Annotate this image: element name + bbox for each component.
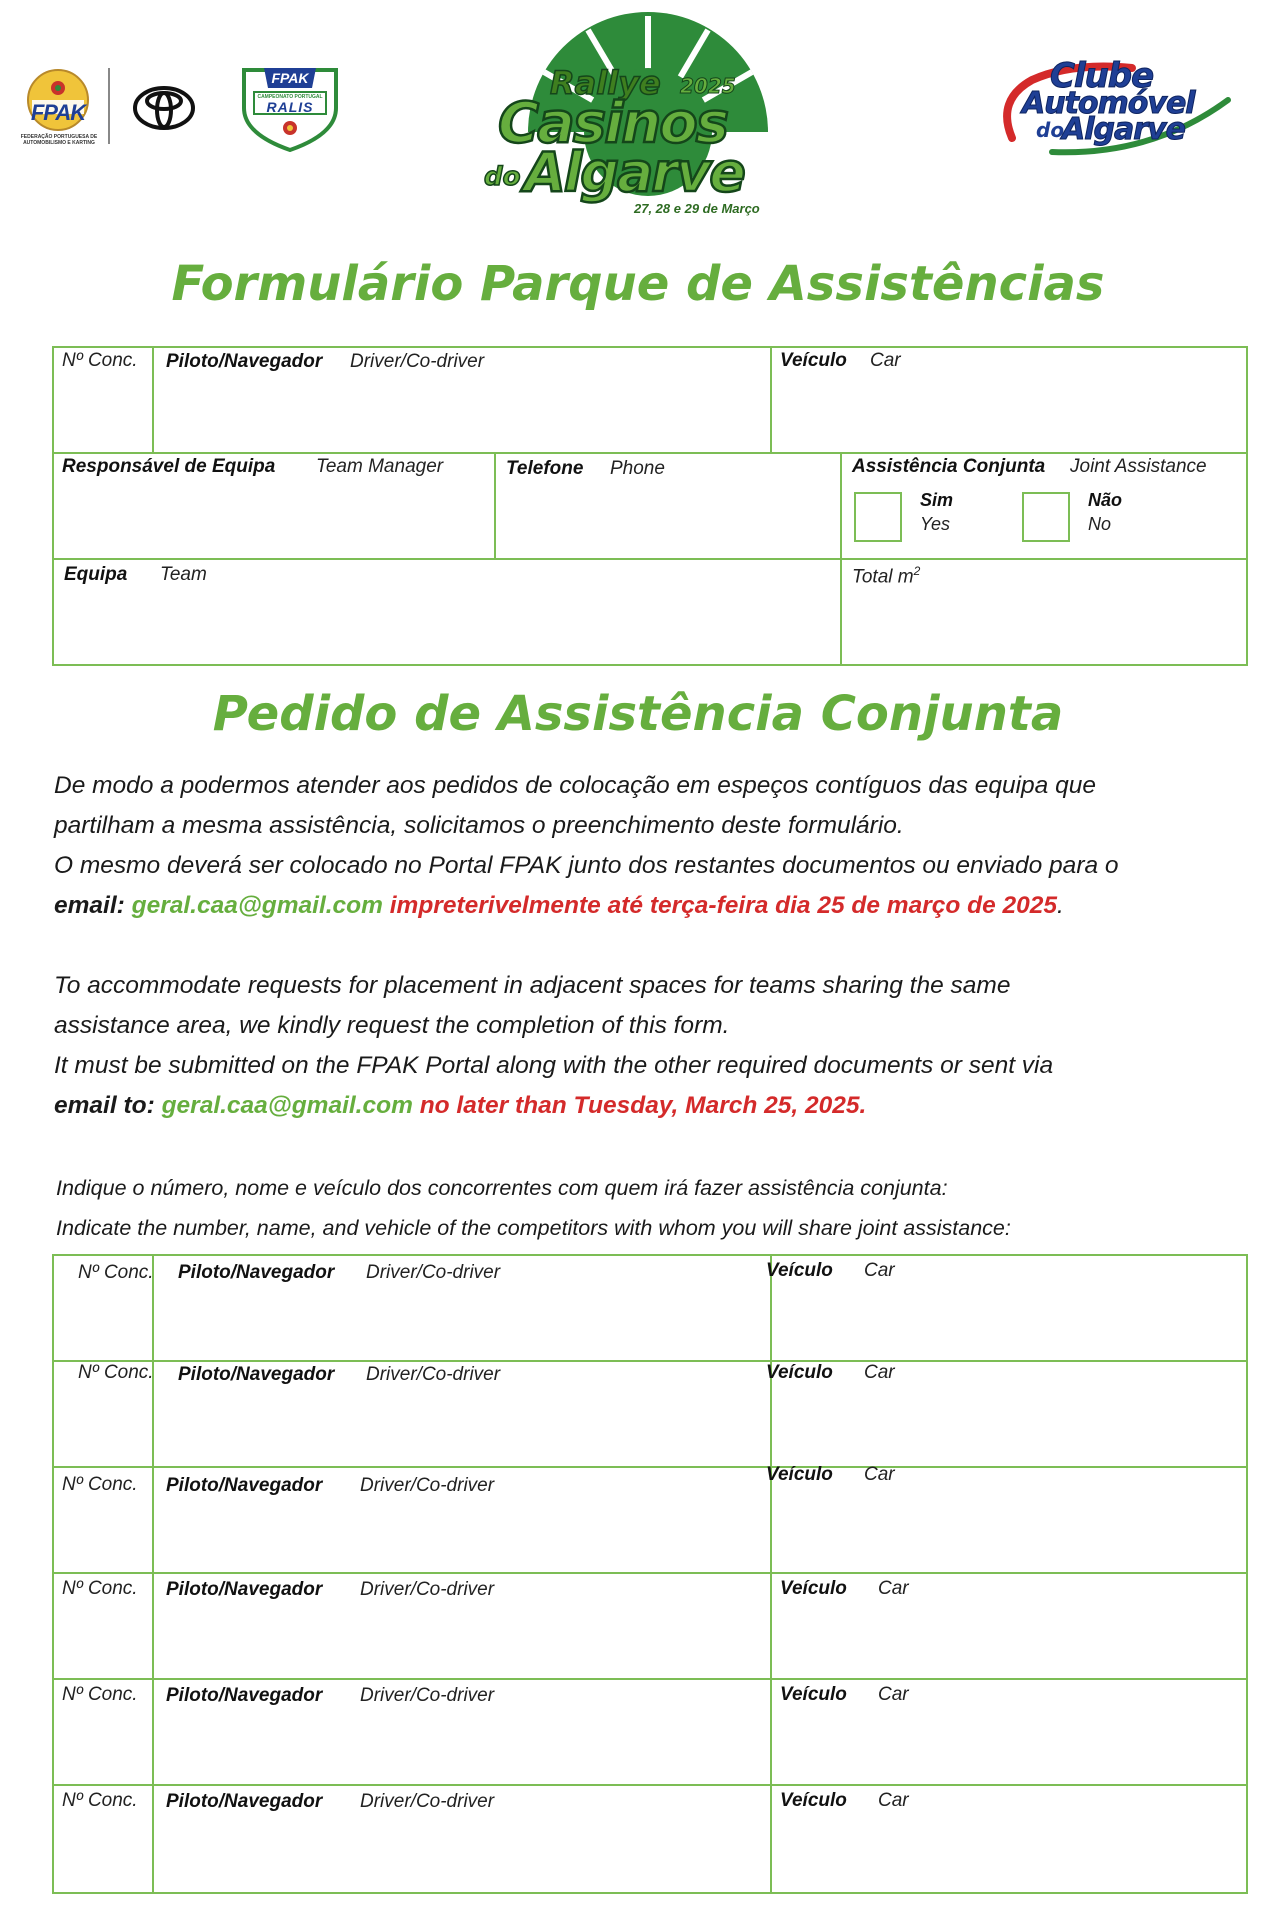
driver-label-en: Driver/Co-driver [350, 351, 485, 372]
vehicle-label-pt: Veículo [780, 1790, 847, 1811]
driver-label-pt: Piloto/Navegador [166, 351, 323, 372]
competitor-row [54, 1362, 1246, 1466]
competitor-number-label: Nº Conc. [62, 1790, 138, 1811]
toyota-logo [132, 84, 196, 132]
yes-label-pt: Sim [920, 490, 954, 510]
campeonato-fpak-text: FPAK [271, 70, 309, 86]
team-label-en: Team [160, 564, 207, 585]
team-manager-field[interactable] [54, 454, 494, 558]
driver-label-pt: Piloto/Navegador [166, 1579, 323, 1600]
driver-label-en: Driver/Co-driver [360, 1685, 495, 1706]
joint-assistance-label-en: Joint Assistance [1070, 456, 1207, 477]
joint-assistance-group [842, 454, 1246, 558]
club-algarve-text: Algarve [1062, 112, 1185, 147]
vehicle-label-pt: Veículo [780, 1684, 847, 1705]
pt-period: . [1057, 892, 1064, 919]
vehicle-label-en: Car [870, 350, 901, 371]
vehicle-label-pt: Veículo [780, 350, 847, 371]
driver-label-en: Driver/Co-driver [366, 1364, 501, 1385]
competitor-number-label: Nº Conc. [78, 1262, 154, 1283]
competitor-number-label: Nº Conc. [62, 1474, 138, 1495]
team-label-pt: Equipa [64, 564, 128, 585]
casinos-text: Casinos [498, 91, 728, 156]
form-title: Formulário Parque de Assistências [171, 256, 1105, 312]
pt-email-label: email: [54, 892, 125, 919]
vehicle-label-en: Car [864, 1362, 895, 1383]
pt-line-4 [54, 886, 1244, 926]
yes-checkbox[interactable] [854, 492, 902, 542]
pt-line-2: partilham a mesma assistência, solicitamos o preenchimento deste formulário. [54, 812, 904, 839]
driver-label-pt: Piloto/Navegador [166, 1475, 323, 1496]
clube-automovel-algarve-logo [992, 56, 1236, 156]
automovel-text: Automóvel [1022, 86, 1195, 121]
vehicle-label-en: Car [878, 1790, 909, 1811]
campeonato-ralis-text: RALIS [266, 99, 314, 115]
en-email-label: email to: [54, 1092, 155, 1119]
logo-divider [108, 68, 110, 144]
vehicle-label-en: Car [864, 1464, 895, 1485]
competitor-row [54, 1680, 1246, 1784]
indicate-instructions [56, 1168, 1011, 1248]
phone-label-pt: Telefone [506, 458, 584, 479]
driver-label-en: Driver/Co-driver [360, 1475, 495, 1496]
driver-label-pt: Piloto/Navegador [166, 1685, 323, 1706]
pt-line-1: De modo a podermos atender aos pedidos de colocação em espeços contíguos das equipa que [54, 772, 1096, 799]
team-field[interactable] [54, 560, 840, 664]
competitor-row [54, 1574, 1246, 1678]
rallye-text: Rallye [550, 64, 661, 102]
competitors-table [52, 1254, 1248, 1894]
vehicle-label-pt: Veículo [780, 1578, 847, 1599]
vehicle-label-pt: Veículo [766, 1362, 833, 1383]
competitor-number-label: Nº Conc. [62, 1578, 138, 1599]
joint-assistance-label-pt: Assistência Conjunta [852, 456, 1046, 477]
driver-label-en: Driver/Co-driver [360, 1579, 495, 1600]
vehicle-label-en: Car [878, 1684, 909, 1705]
en-line-3: It must be submitted on the FPAK Portal along with the other required documents or sent via [54, 1052, 1054, 1079]
pt-line-3: O mesmo deverá ser colocado no Portal FPAK junto dos restantes documentos ou enviado para o [54, 852, 1119, 879]
pt-instructions [54, 766, 1244, 926]
pt-email-link[interactable]: geral.caa@gmail.com [131, 892, 383, 919]
fpak-logo-text: FPAK [30, 100, 86, 125]
no-label-en: No [1088, 514, 1112, 534]
competitor-number-label: Nº Conc. [78, 1362, 154, 1383]
rallye-year: 2025 [680, 74, 736, 98]
competitor-number-field[interactable] [54, 348, 152, 452]
no-label-pt: Não [1088, 490, 1123, 510]
yes-label-en: Yes [920, 514, 951, 534]
en-line-2: assistance area, we kindly request the completion of this form. [54, 1012, 730, 1039]
vehicle-label-en: Car [864, 1260, 895, 1281]
driver-label-en: Driver/Co-driver [360, 1791, 495, 1812]
competitor-row [54, 1464, 1246, 1572]
total-area-field[interactable] [842, 560, 1246, 664]
fpak-logo-subtitle: FEDERAÇÃO PORTUGUESA DE AUTOMOBILISMO E KARTING [20, 134, 98, 146]
team-manager-label-en: Team Manager [316, 456, 444, 477]
competitor-number-label: Nº Conc. [62, 1684, 138, 1705]
event-dates: 27, 28 e 29 de Março [634, 201, 760, 216]
vehicle-label-pt: Veículo [766, 1464, 833, 1485]
vehicle-label-pt: Veículo [766, 1260, 833, 1281]
vehicle-label-en: Car [878, 1578, 909, 1599]
rallye-casinos-algarve-logo [484, 12, 804, 218]
campeonato-ralis-logo [238, 62, 342, 152]
phone-field[interactable] [496, 454, 840, 558]
indique-en: Indicate the number, name, and vehicle of the competitors with whom you will share joint assistance: [56, 1216, 1011, 1240]
en-email-link[interactable]: geral.caa@gmail.com [161, 1092, 413, 1119]
driver-label-pt: Piloto/Navegador [166, 1791, 323, 1812]
algarve-text: Algarve [524, 141, 744, 204]
campeonato-subtitle: CAMPEONATO PORTUGAL [257, 94, 323, 100]
driver-label-pt: Piloto/Navegador [178, 1262, 335, 1283]
total-area-label: Total $m^2$ [852, 564, 921, 588]
driver-codriver-field[interactable] [154, 348, 770, 452]
fpak-logo [18, 66, 98, 148]
team-manager-label-pt: Responsável de Equipa [62, 456, 276, 477]
assistance-form [52, 346, 1248, 666]
indique-pt: Indique o número, nome e veículo dos concorrentes com quem irá fazer assistência conjunta: [56, 1176, 948, 1200]
driver-label-pt: Piloto/Navegador [178, 1364, 335, 1385]
do-text: do [484, 162, 521, 192]
en-line-1: To accommodate requests for placement in adjacent spaces for teams sharing the same [54, 972, 1011, 999]
phone-label-en: Phone [610, 458, 665, 479]
driver-label-en: Driver/Co-driver [366, 1262, 501, 1283]
competitor-row [54, 1256, 1246, 1360]
competitor-number-label: Nº Conc. [62, 350, 138, 371]
competitor-row [54, 1786, 1246, 1892]
en-instructions [54, 966, 1244, 1126]
pt-deadline: impreterivelmente até terça-feira dia 25 de março de 2025 [389, 892, 1058, 919]
no-checkbox[interactable] [1022, 492, 1070, 542]
en-deadline: no later than Tuesday, March 25, 2025. [419, 1092, 867, 1119]
en-line-4 [54, 1086, 1244, 1126]
vehicle-field[interactable] [772, 348, 1246, 452]
club-do-text: do [1036, 118, 1065, 142]
joint-assistance-title: Pedido de Assistência Conjunta [212, 686, 1064, 742]
clube-text: Clube [1050, 56, 1154, 96]
